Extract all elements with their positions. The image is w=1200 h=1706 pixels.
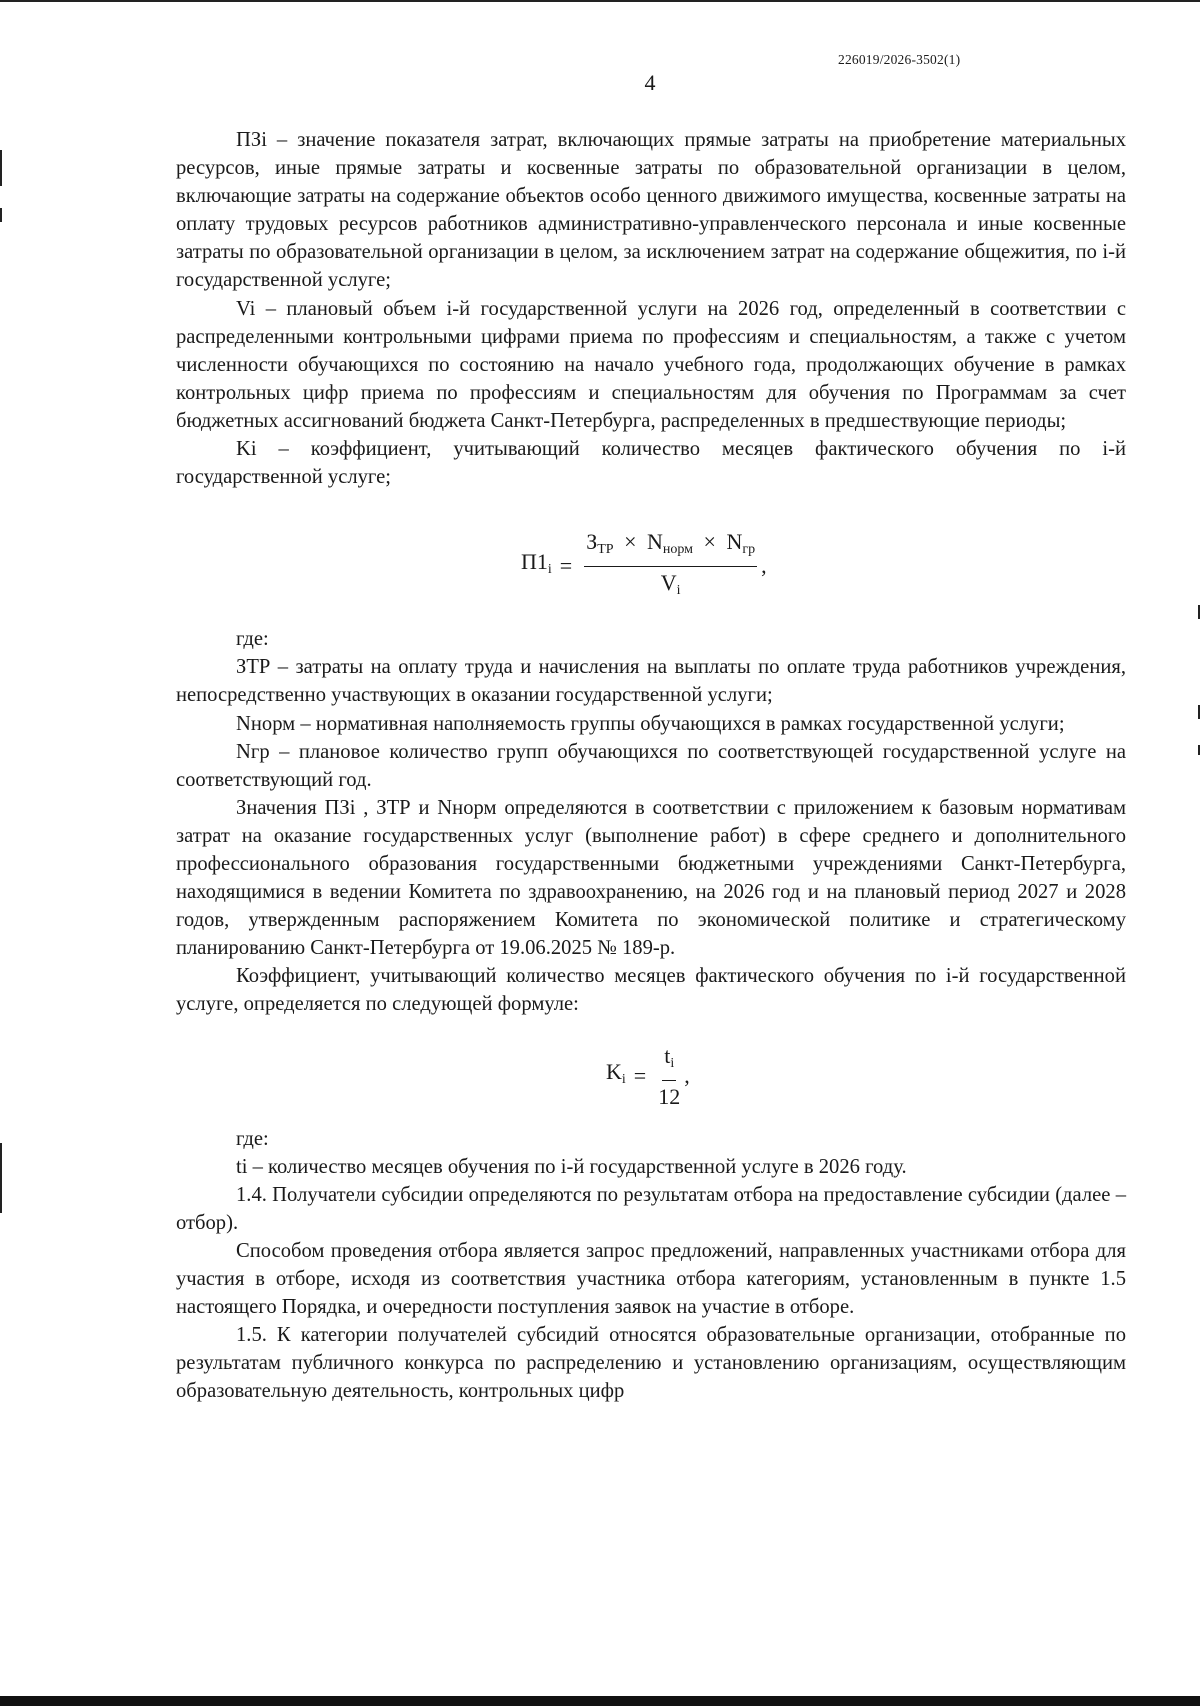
paragraph: Nгр – плановое количество групп обучающихся по соответствующей государственной услуге на соответствующий год. [176,740,1126,791]
scan-top-border [0,0,1200,2]
scan-bottom-border [0,1696,1200,1706]
where-label: где: [236,628,269,651]
equals-sign: = [633,1063,647,1089]
paragraph: ЗТР – затраты на оплату труда и начисления на выплаты по оплате труда работников учреждения, непосредственно участвующих в оказании государственной услуги; [176,656,1126,707]
formula-p1 [176,491,1126,625]
scan-edge-mark [0,208,2,222]
formula-comma: , [761,553,767,579]
equals-sign: = [559,553,573,579]
paragraph: 1.4. Получатели субсидии определяются по результатам отбора на предоставление субсидии (далее – отбор). [176,1183,1126,1234]
paragraph: Nнорм – нормативная наполняемость группы обучающихся в рамках государственной услуги; [236,712,1065,735]
scan-edge-mark [0,150,2,186]
paragraph: Vi – плановый объем i-й государственной услуги на 2026 год, определенный в соответствии с распределенными контрольными цифрами приема по профессиям и специальностям, а также с учетом численности обучающихся по состоянию на начало учебного года, продолжающих обучение в рамках контрольных цифр приема по профессиям и специальностям для обучения по Программам за счет бюджетных ассигнований бюджета Санкт-Петербурга, распределенных в предшествующие периоды; [176,297,1126,432]
formula-comma: , [684,1063,690,1089]
fraction-denominator: $V_i$ [660,569,681,598]
formula-lhs: $П1_i$ [521,549,552,578]
paragraph: 1.5. К категории получателей субсидий относятся образовательные организации, отобранные по результатам публичного конкурса по распределению и установлению организациям, осуществляющим образовательную деятельность, контрольных цифр [176,1324,1126,1403]
paragraph: Способом проведения отбора является запрос предложений, направленных участниками отбора для участия в отборе, исходя из соответствия участника отбора категориям, установленным в пункте 1.5 настоящего Порядка, и очередности поступления заявок на участие в отборе. [176,1239,1126,1319]
where-label: где: [236,1127,269,1150]
formula-lhs: $K_i$ [606,1059,626,1088]
fraction-numerator: $З_{ТР} \times N_{норм} \times N_{гр}$ [584,528,757,567]
paragraph: Ki – коэффициент, учитывающий количество месяцев фактического обучения по i-й государственной услуге; [176,438,1126,489]
paragraph: Значения ПЗi , ЗТР и Nнорм определяются в соответствии с приложением к базовым нормативам затрат на оказание государственных услуг (выполнение работ) в сфере среднего и дополнительного профессионального образования государственными бюджетными учреждениями Санкт-Петербурга, находящимися в ведении Комитета по здравоохранению, на 2026 год и на плановый период 2027 и 2028 годов, утвержденным распоряжением Комитета по экономической политике и стратегическому планированию Санкт-Петербурга от 19.06.2025 № 189-р. [176,796,1126,960]
document-body [176,126,1126,1405]
fraction-numerator: $t_i$ [662,1042,676,1081]
paragraph: ПЗi – значение показателя затрат, включающих прямые затраты на приобретение материальных ресурсов, иные прямые затраты и косвенные затраты по образовательной организации в целом, включающие затраты на содержание объектов особо ценного движимого имущества, косвенные затраты на оплату трудовых ресурсов работников административно-управленческого персонала и иные косвенные затраты по образовательной организации в целом, за исключением затрат на содержание общежития, по i-й государственной услуге; [176,129,1126,292]
paragraph: ti – количество месяцев обучения по i-й государственной услуге в 2026 году. [236,1155,907,1178]
fraction-denominator: 12 [658,1084,681,1110]
page-number: 4 [644,70,656,95]
formula-ki [176,1019,1126,1125]
formula-fraction [658,1042,680,1111]
paragraph: Коэффициент, учитывающий количество месяцев фактического обучения по i-й государственной услуге, определяется по следующей формуле: [176,965,1126,1016]
scan-edge-mark [0,1143,2,1213]
document-registration-number: 226019/2026-3502(1) [838,52,961,67]
formula-fraction [584,528,757,605]
